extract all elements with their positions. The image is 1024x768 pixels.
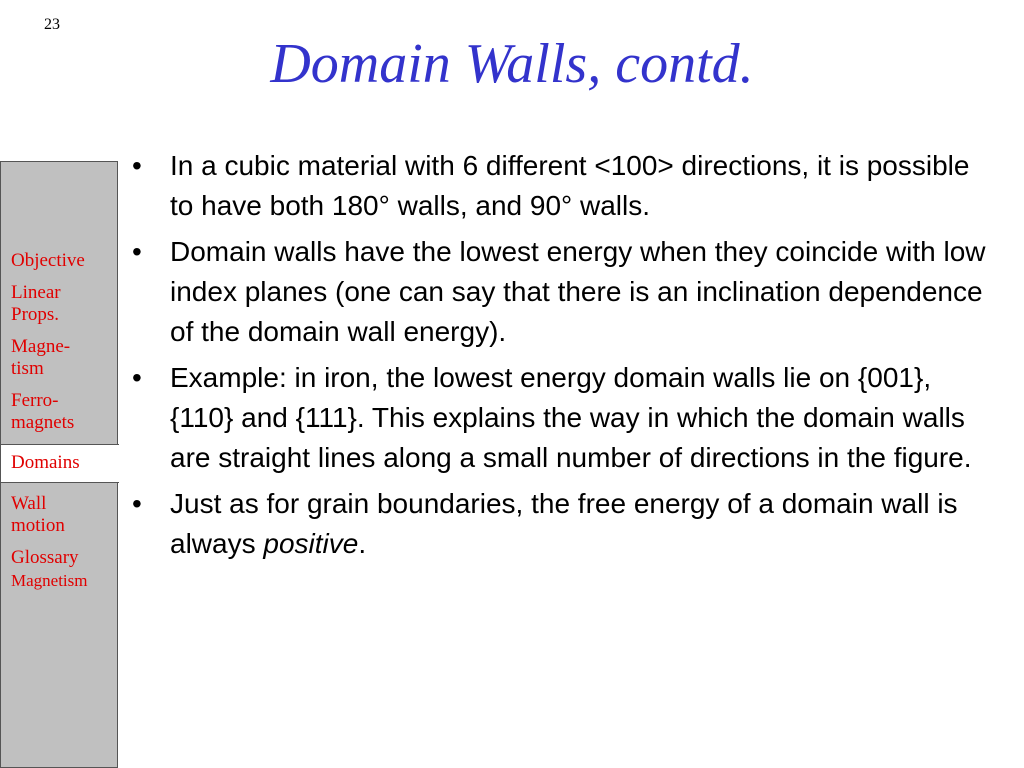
- slide-number: 23: [44, 16, 60, 33]
- nav-list: [1, 248, 119, 595]
- nav-item-ferromagnets[interactable]: [1, 388, 119, 442]
- bullet-text: Just as for grain boundaries, the free energy of a domain wall is always: [170, 488, 958, 559]
- nav-item-label: Linear: [11, 282, 61, 303]
- sidebar-nav: [0, 161, 118, 768]
- bullet-text-end: .: [358, 528, 367, 559]
- nav-item-label: Magnetism: [11, 571, 88, 590]
- nav-item-label: Glossary: [11, 547, 79, 568]
- nav-item-label: Magne-: [11, 336, 71, 357]
- nav-item-label: Objective: [11, 250, 85, 271]
- nav-item-label: motion: [11, 515, 65, 536]
- bullet-text: In a cubic material with 6 different <100> directions, it is possible to have both 180° walls, and 90° walls.: [170, 150, 970, 221]
- nav-item-label: Props.: [11, 304, 60, 325]
- nav-item-glossary[interactable]: [1, 545, 119, 571]
- nav-item-label: tism: [11, 358, 44, 379]
- bullet-item: [128, 232, 988, 352]
- slide-content: [128, 146, 988, 570]
- bullet-emphasis: positive: [263, 528, 359, 559]
- bullet-text: Example: in iron, the lowest energy domain walls lie on {001}, {110} and {111}. This explains the way in which the domain walls are straight lines along a small number of directions in the figure.: [170, 362, 972, 473]
- nav-item-label: Ferro-: [11, 390, 59, 411]
- nav-item-magnetism-topic[interactable]: [1, 334, 119, 388]
- bullet-item: [128, 146, 988, 226]
- bullet-item: [128, 358, 988, 478]
- bullet-list: [128, 146, 988, 564]
- bullet-item: [128, 484, 988, 564]
- nav-item-label: magnets: [11, 412, 75, 433]
- slide-title: Domain Walls, contd.: [270, 33, 754, 95]
- nav-item-linear-props[interactable]: [1, 280, 119, 334]
- nav-item-label: Wall: [11, 493, 47, 514]
- bullet-icon: •: [132, 488, 142, 519]
- nav-item-objective[interactable]: [1, 248, 119, 280]
- nav-item-label: Domains: [11, 452, 80, 473]
- nav-item-domains[interactable]: [1, 444, 119, 483]
- bullet-icon: •: [132, 236, 142, 267]
- nav-item-wall-motion[interactable]: [1, 491, 119, 545]
- bullet-icon: •: [132, 150, 142, 181]
- bullet-text: Domain walls have the lowest energy when they coincide with low index planes (one can say that there is an inclination dependence of the domain wall energy).: [170, 236, 986, 347]
- nav-item-glossary-magnetism[interactable]: [1, 571, 119, 595]
- bullet-icon: •: [132, 362, 142, 393]
